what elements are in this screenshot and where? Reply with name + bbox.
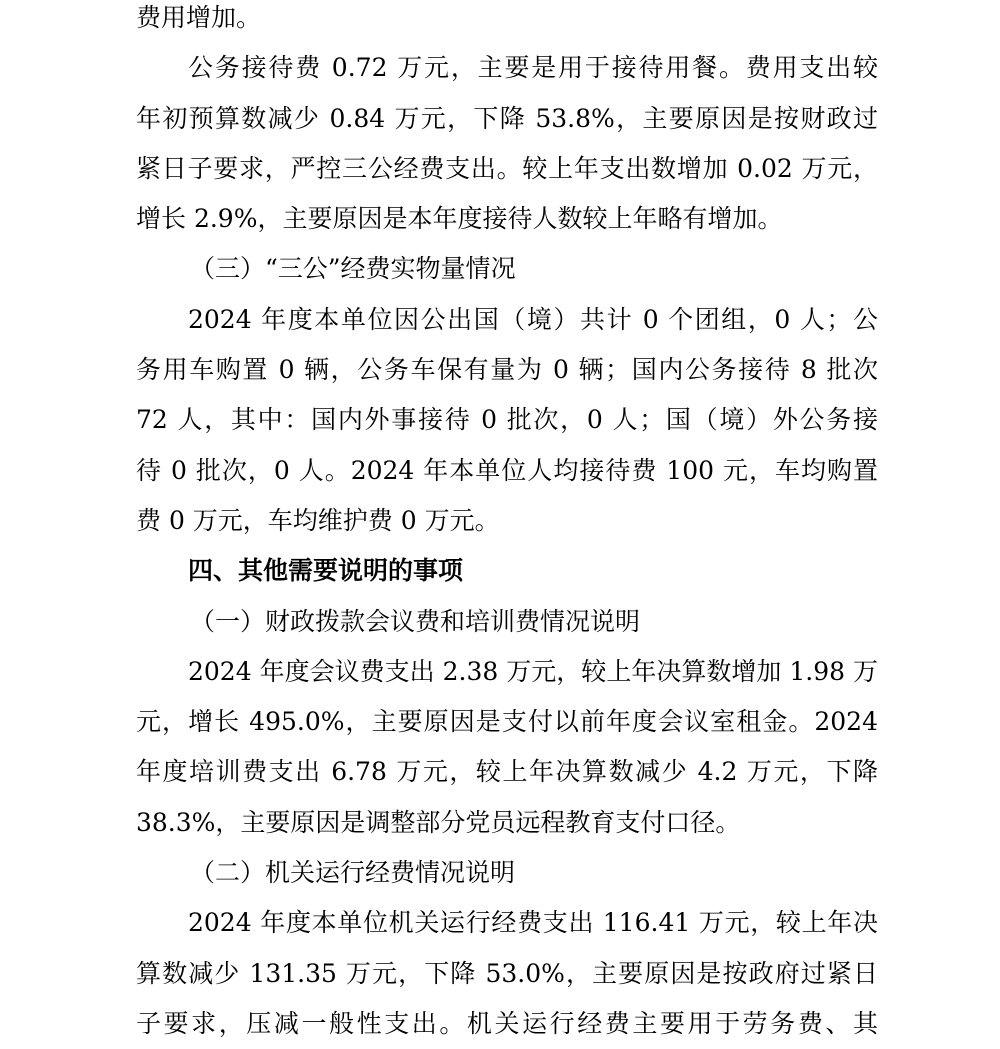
paragraph-line: 元，增长 495.0%，主要原因是支付以前年度会议室租金。2024 (136, 707, 878, 737)
paragraph-line: 增长 2.9%，主要原因是本年度接待人数较上年略有增加。 (136, 204, 783, 234)
paragraph-line: 费 0 万元，车均维护费 0 万元。 (136, 505, 500, 535)
section-subheading: （三）“三公”经费实物量情况 (190, 254, 516, 284)
paragraph-line: 2024 年度会议费支出 2.38 万元，较上年决算数增加 1.98 万 (188, 656, 878, 686)
paragraph-line: 38.3%，主要原因是调整部分党员远程教育支付口径。 (136, 807, 741, 837)
paragraph-line: 务用车购置 0 辆，公务车保有量为 0 辆；国内公务接待 8 批次 (136, 355, 878, 385)
paragraph-line: 2024 年度本单位机关运行经费支出 116.41 万元，较上年决 (188, 908, 878, 938)
paragraph-line: 紧日子要求，严控三公经费支出。较上年支出数增加 0.02 万元， (136, 153, 878, 183)
paragraph-line: 子要求，压减一般性支出。机关运行经费主要用于劳务费、其 (136, 1008, 878, 1038)
paragraph-line: 待 0 批次，0 人。2024 年本单位人均接待费 100 元，车均购置 (136, 455, 878, 485)
paragraph-line: 算数减少 131.35 万元，下降 53.0%，主要原因是按政府过紧日 (136, 958, 878, 988)
section-heading: 四、其他需要说明的事项 (188, 556, 464, 586)
paragraph-line: 费用增加。 (136, 3, 262, 32)
document-page (136, 0, 878, 1049)
paragraph-line: 年初预算数减少 0.84 万元，下降 53.8%，主要原因是按财政过 (136, 103, 878, 133)
paragraph-line: 2024 年度本单位因公出国（境）共计 0 个团组，0 人；公 (188, 304, 878, 334)
section-subheading: （一）财政拨款会议费和培训费情况说明 (190, 606, 641, 636)
section-subheading: （二）机关运行经费情况说明 (190, 858, 516, 888)
paragraph-line: 公务接待费 0.72 万元，主要是用于接待用餐。费用支出较 (188, 53, 878, 83)
paragraph-line: 72 人，其中：国内外事接待 0 批次，0 人；国（境）外公务接 (136, 405, 878, 435)
paragraph-line: 年度培训费支出 6.78 万元，较上年决算数减少 4.2 万元，下降 (136, 757, 878, 787)
